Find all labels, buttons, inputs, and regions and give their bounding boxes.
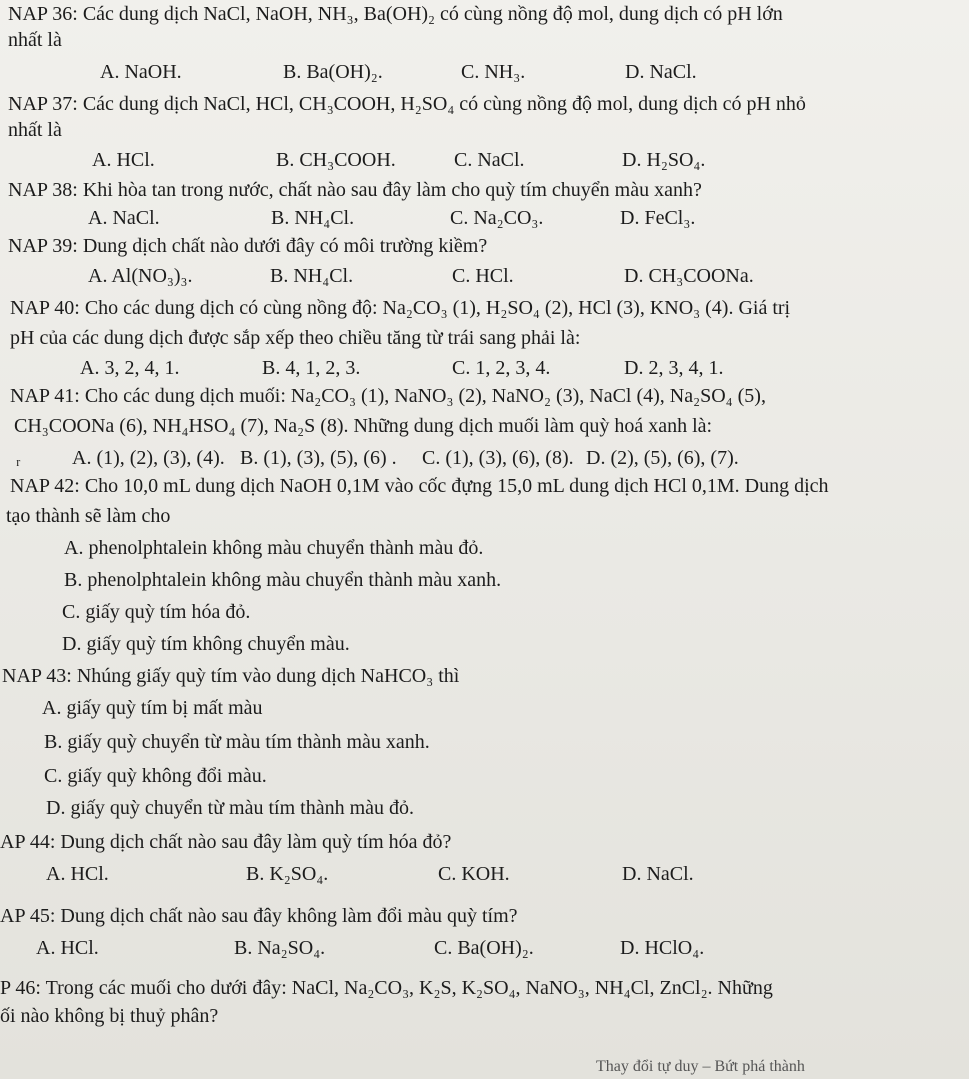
question-text: NAP 36: Các dung dịch NaCl, NaOH, NH₃, Ba(OH)₂ có cùng nồng độ mol, dung dịch có pH lớn <box>8 3 783 25</box>
answer-option: A. phenolphtalein không màu chuyển thành màu đỏ. <box>64 537 484 559</box>
answer-options-row <box>16 446 896 470</box>
answer-options-row <box>36 936 916 960</box>
answer-option: D. NaCl. <box>625 61 697 83</box>
answer-option: D. 2, 3, 4, 1. <box>624 357 724 379</box>
answer-option: C. NH₃. <box>461 61 526 83</box>
answer-options-row <box>100 60 969 84</box>
answer-option: D. H₂SO₄. <box>622 149 706 171</box>
answer-option: A. Al(NO₃)₃. <box>88 265 193 287</box>
question-text: CH₃COONa (6), NH₄HSO₄ (7), Na₂S (8). Những dung dịch muối làm quỳ hoá xanh là: <box>14 415 713 437</box>
answer-options-row <box>80 356 960 380</box>
question-text: NAP 40: Cho các dung dịch có cùng nồng độ: Na₂CO₃ (1), H₂SO₄ (2), HCl (3), KNO₃ (4). Giá trị <box>10 297 791 319</box>
answer-option: C. Ba(OH)₂. <box>434 937 534 959</box>
answer-option: C. (1), (3), (6), (8). <box>422 447 574 469</box>
question-text: nhất là <box>8 119 62 141</box>
answer-option: A. (1), (2), (3), (4). <box>72 447 225 469</box>
answer-option: A. NaCl. <box>88 207 160 229</box>
answer-option: D. CH₃COONa. <box>624 265 754 287</box>
answer-option: C. HCl. <box>452 265 514 287</box>
answer-option: D. giấy quỳ tím không chuyển màu. <box>62 633 350 655</box>
answer-options-row <box>88 264 968 288</box>
answer-option: ᵣ <box>16 447 21 469</box>
answer-option: D. FeCl₃. <box>620 207 696 229</box>
question-text: AP 45: Dung dịch chất nào sau đây không làm đổi màu quỳ tím? <box>0 905 518 927</box>
answer-option: B. 4, 1, 2, 3. <box>262 357 361 379</box>
answer-option: B. Na₂SO₄. <box>234 937 326 959</box>
answer-option: D. NaCl. <box>622 863 694 885</box>
question-text: NAP 39: Dung dịch chất nào dưới đây có môi trường kiềm? <box>8 235 488 257</box>
question-text: tạo thành sẽ làm cho <box>6 505 171 527</box>
question-text: NAP 42: Cho 10,0 mL dung dịch NaOH 0,1M vào cốc đựng 15,0 mL dung dịch HCl 0,1M. Dung dịch <box>10 475 829 497</box>
answer-option: C. 1, 2, 3, 4. <box>452 357 551 379</box>
answer-option: B. Ba(OH)₂. <box>283 61 383 83</box>
answer-option: C. giấy quỳ không đổi màu. <box>44 765 267 787</box>
question-text: NAP 38: Khi hòa tan trong nước, chất nào sau đây làm cho quỳ tím chuyển màu xanh? <box>8 179 702 201</box>
answer-option: D. HClO₄. <box>620 937 705 959</box>
question-text: AP 44: Dung dịch chất nào sau đây làm quỳ tím hóa đỏ? <box>0 831 452 853</box>
answer-option: B. giấy quỳ chuyển từ màu tím thành màu xanh. <box>44 731 430 753</box>
answer-option: B. (1), (3), (5), (6) . <box>240 447 397 469</box>
answer-option: D. (2), (5), (6), (7). <box>586 447 739 469</box>
answer-option: A. HCl. <box>46 863 109 885</box>
question-text: nhất là <box>8 29 62 51</box>
question-text: NAP 43: Nhúng giấy quỳ tím vào dung dịch NaHCO₃ thì <box>2 665 460 687</box>
answer-option: D. giấy quỳ chuyển từ màu tím thành màu đỏ. <box>46 797 414 819</box>
answer-option: C. giấy quỳ tím hóa đỏ. <box>62 601 251 623</box>
answer-option: C. Na₂CO₃. <box>450 207 544 229</box>
question-text: ối nào không bị thuỷ phân? <box>0 1005 219 1027</box>
answer-options-row <box>92 148 969 172</box>
answer-option: A. NaOH. <box>100 61 182 83</box>
answer-option: C. KOH. <box>438 863 510 885</box>
answer-option: A. HCl. <box>92 149 155 171</box>
question-text: pH của các dung dịch được sắp xếp theo chiều tăng từ trái sang phải là: <box>10 327 581 349</box>
answer-option: B. K₂SO₄. <box>246 863 329 885</box>
question-text: NAP 37: Các dung dịch NaCl, HCl, CH₃COOH, H₂SO₄ có cùng nồng độ mol, dung dịch có pH nhỏ <box>8 93 806 115</box>
answer-option: B. CH₃COOH. <box>276 149 396 171</box>
answer-option: A. 3, 2, 4, 1. <box>80 357 180 379</box>
answer-option: A. giấy quỳ tím bị mất màu <box>42 697 263 719</box>
answer-options-row <box>88 206 968 230</box>
question-text: P 46: Trong các muối cho dưới đây: NaCl, Na₂CO₃, K₂S, K₂SO₄, NaNO₃, NH₄Cl, ZnCl₂. Những <box>0 977 773 999</box>
answer-option: B. NH₄Cl. <box>270 265 354 287</box>
question-text: NAP 41: Cho các dung dịch muối: Na₂CO₃ (1), NaNO₃ (2), NaNO₂ (3), NaCl (4), Na₂SO₄ (5), <box>10 385 766 407</box>
page-footer: Thay đổi tự duy – Bứt phá thành <box>596 1058 805 1075</box>
answer-options-row <box>46 862 926 886</box>
answer-option: B. phenolphtalein không màu chuyển thành màu xanh. <box>64 569 502 591</box>
answer-option: A. HCl. <box>36 937 99 959</box>
answer-option: B. NH₄Cl. <box>271 207 355 229</box>
answer-option: C. NaCl. <box>454 149 525 171</box>
